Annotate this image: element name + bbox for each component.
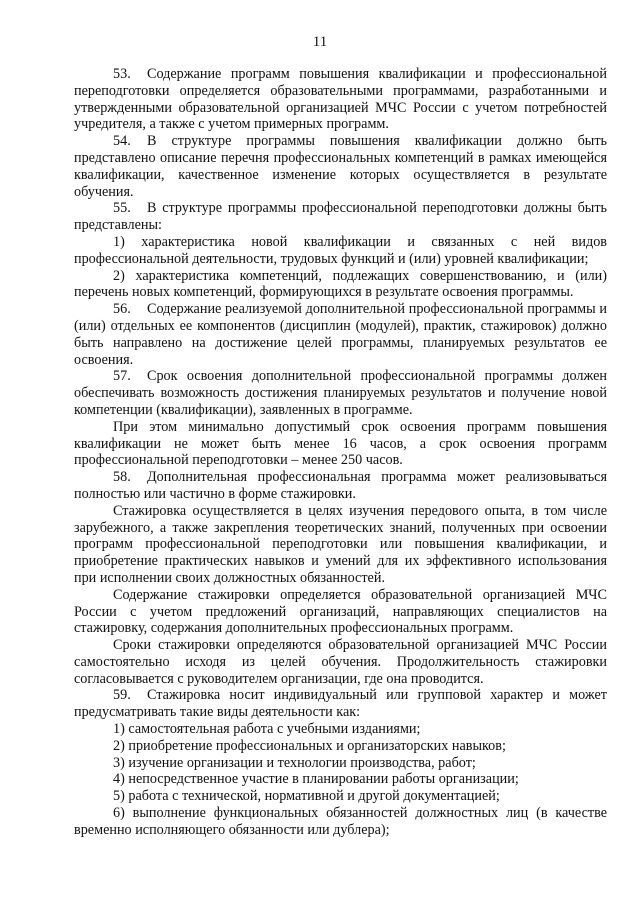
paragraph-text: 2) характеристика компетенций, подлежащих совершенствованию, и (или) перечень новых компетенций, формирующихся в результате освоения программы. bbox=[74, 267, 607, 301]
list-item-59-4 bbox=[74, 771, 607, 788]
paragraph-text: 4) непосредственное участие в планировании работы организации; bbox=[113, 771, 519, 788]
page-number: 11 bbox=[312, 34, 328, 50]
paragraph-58-internship-content bbox=[74, 587, 607, 637]
paragraph-text: Сроки стажировки определяются образовательной организацией МЧС России самостоятельно исходя из целей обучения. Продолжительность стажировки согласовывается с руководителем организации, где она проводится. bbox=[74, 637, 607, 687]
paragraph-58 bbox=[74, 469, 607, 503]
paragraph-number: 53. bbox=[113, 66, 131, 82]
paragraph-text: 3) изучение организации и технологии производства, работ; bbox=[113, 754, 476, 771]
paragraph-number: 55. bbox=[113, 200, 131, 217]
list-item-59-6 bbox=[74, 805, 607, 839]
paragraph-text: Содержание реализуемой дополнительной профессиональной программы и (или) отдельных ее компонентов (дисциплин (модулей), практик, стажировок) должно быть направлено на достижение целей программы, планируемых результатов ее освоения. bbox=[74, 301, 607, 368]
document-body bbox=[74, 66, 607, 839]
paragraph-53 bbox=[74, 66, 607, 133]
paragraph-text: В структуре программы повышения квалификации должно быть представлено описание перечня профессиональных компетенций в рамках имеющейся квалификации, качественное изменение которых осуществляется в результате обучения. bbox=[74, 133, 607, 200]
paragraph-text: При этом минимально допустимый срок освоения программ повышения квалификации не может быть менее 16 часов, а срок освоения программ профессиональной переподготовки – менее 250 часов. bbox=[74, 418, 607, 469]
paragraph-text: 1) характеристика новой квалификации и связанных с ней видов профессиональной деятельности, трудовых функций и (или) уровней квалификации; bbox=[74, 233, 607, 267]
paragraph-text: 2) приобретение профессиональных и организаторских навыков; bbox=[113, 737, 506, 754]
paragraph-text: 5) работа с технической, нормативной и другой документацией; bbox=[113, 788, 500, 805]
paragraph-number: 59. bbox=[113, 687, 131, 704]
paragraph-number: 58. bbox=[113, 469, 131, 486]
paragraph-text: Стажировка носит индивидуальный или групповой характер и может предусматривать такие виды деятельности как: bbox=[74, 687, 607, 721]
paragraph-58-internship-purpose bbox=[74, 503, 607, 587]
paragraph-text: Срок освоения дополнительной профессиональной программы должен обеспечивать возможность достижения планируемых результатов и получение новой компетенции (квалификации), заявленных в программе. bbox=[74, 368, 607, 418]
paragraph-58-internship-terms bbox=[74, 637, 607, 687]
paragraph-number: 56. bbox=[113, 301, 131, 318]
list-item-59-1 bbox=[74, 721, 607, 738]
paragraph-57 bbox=[74, 368, 607, 418]
paragraph-54 bbox=[74, 133, 607, 200]
paragraph-text: В структуре программы профессиональной переподготовки должны быть представлены: bbox=[74, 200, 607, 234]
paragraph-number: 54. bbox=[113, 133, 131, 150]
list-item-55-2 bbox=[74, 268, 607, 302]
paragraph-text: Стажировка осуществляется в целях изучения передового опыта, в том числе зарубежного, а также закрепления теоретических знаний, полученных при освоении программ профессиональной переподготовки или повышения квалификации, и приобретение практических навыков и умений для их эффективного использования при исполнении своих должностных обязанностей. bbox=[74, 502, 607, 586]
paragraph-text: Содержание стажировки определяется образовательной организацией МЧС России с учетом предложений организаций, направляющих специалистов на стажировку, содержания дополнительных профессиональных программ. bbox=[74, 586, 607, 637]
paragraph-text: Содержание программ повышения квалификации и профессиональной переподготовки определяется образовательными программами, разработанными и утвержденными образовательной организацией МЧС России с учетом потребностей учредителя, а также с учетом примерных программ. bbox=[74, 66, 607, 133]
list-item-55-1 bbox=[74, 234, 607, 268]
list-item-59-5 bbox=[74, 788, 607, 805]
paragraph-57-continued bbox=[74, 419, 607, 469]
paragraph-56 bbox=[74, 301, 607, 368]
paragraph-text: 1) самостоятельная работа с учебными изданиями; bbox=[113, 721, 421, 738]
paragraph-text: Дополнительная профессиональная программа может реализовываться полностью или частично в форме стажировки. bbox=[74, 469, 607, 502]
paragraph-59 bbox=[74, 687, 607, 721]
list-item-59-3 bbox=[74, 755, 607, 772]
paragraph-55 bbox=[74, 200, 607, 234]
paragraph-number: 57. bbox=[113, 368, 131, 385]
paragraph-text: 6) выполнение функциональных обязанностей должностных лиц (в качестве временно исполняющего обязанности или дублера); bbox=[74, 805, 607, 838]
list-item-59-2 bbox=[74, 738, 607, 755]
